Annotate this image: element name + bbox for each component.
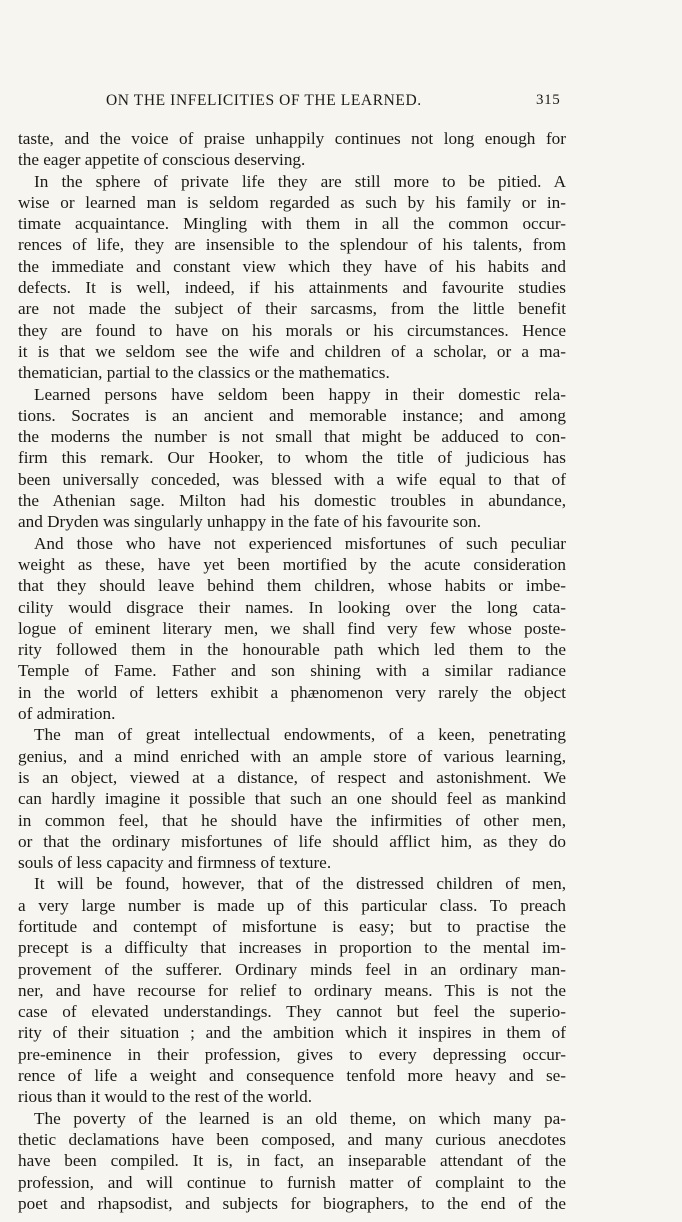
text-line: can hardly imagine it possible that such an one should feel as mankind — [18, 789, 566, 809]
page-number: 315 — [536, 92, 561, 108]
text-line: the moderns the number is not small that might be adduced to con- — [18, 427, 566, 447]
text-line: or that the ordinary misfortunes of life should afflict him, as they do — [18, 831, 566, 851]
text-line: been universally conceded, was blessed with a wife equal to that of — [18, 469, 566, 489]
text-line: a very large number is made up of this particular class. To preach — [18, 895, 566, 915]
text-line: of admiration. — [18, 704, 116, 724]
text-line: In the sphere of private life they are still more to be pitied. A — [34, 171, 566, 191]
text-line: taste, and the voice of praise unhappily continues not long enough for — [18, 129, 566, 148]
text-line: are not made the subject of their sarcasms, from the little benefit — [18, 299, 566, 319]
text-line: rence of life a weight and consequence tenfold more heavy and se- — [18, 1066, 566, 1086]
text-line: souls of less capacity and firmness of texture. — [18, 853, 332, 873]
text-line: Learned persons have seldom been happy in their domestic rela- — [34, 384, 566, 404]
text-line: thetic declamations have been composed, and many curious anecdotes — [18, 1129, 566, 1149]
text-line: The poverty of the learned is an old theme, on which many pa- — [34, 1108, 566, 1128]
text-line: tions. Socrates is an ancient and memorable instance; and among — [18, 405, 566, 425]
text-line: defects. It is well, indeed, if his attainments and favourite studies — [18, 278, 566, 298]
text-line: cility would disgrace their names. In looking over the long cata- — [18, 597, 566, 617]
text-line: rences of life, they are insensible to the splendour of his talents, from — [18, 235, 566, 255]
text-line: rity of their situation ; and the ambition which it inspires in them of — [18, 1023, 566, 1043]
text-line: thematician, partial to the classics or the mathematics. — [18, 363, 390, 383]
page-header — [0, 92, 682, 116]
text-line: poet and rhapsodist, and subjects for biographers, to the end of the — [18, 1193, 566, 1213]
text-line: It will be found, however, that of the distressed children of men, — [34, 874, 566, 894]
text-line: The man of great intellectual endowments, of a keen, penetrating — [34, 725, 566, 745]
text-line: fortitude and contempt of misfortune is easy; but to practise the — [18, 916, 566, 936]
text-line: weight as these, have yet been mortified by the acute consideration — [18, 554, 566, 574]
text-line: is an object, viewed at a distance, of respect and astonishment. We — [18, 767, 566, 787]
text-line: precept is a difficulty that increases in proportion to the mental im- — [18, 938, 566, 958]
text-line: pre-eminence in their profession, gives to every depressing occur- — [18, 1044, 566, 1064]
text-line: profession, and will continue to furnish matter of complaint to the — [18, 1172, 566, 1192]
text-line: case of elevated understandings. They cannot but feel the superio- — [18, 1002, 566, 1022]
text-line: rity followed them in the honourable path which led them to the — [18, 640, 566, 660]
text-line: provement of the sufferer. Ordinary minds feel in an ordinary man- — [18, 959, 566, 979]
text-line: timate acquaintance. Mingling with them in all the common occur- — [18, 214, 566, 234]
text-line: have been compiled. It is, in fact, an inseparable attendant of the — [18, 1151, 566, 1171]
text-line: in common feel, that he should have the infirmities of other men, — [18, 810, 566, 830]
text-line: in the world of letters exhibit a phænomenon very rarely the object — [18, 682, 566, 702]
text-line: it is that we seldom see the wife and children of a scholar, or a ma- — [18, 341, 566, 361]
text-line: genius, and a mind enriched with an ample store of various learning, — [18, 746, 566, 766]
text-line: the eager appetite of conscious deserving. — [18, 150, 306, 170]
text-line: the Athenian sage. Milton had his domestic troubles in abundance, — [18, 491, 566, 511]
text-line: logue of eminent literary men, we shall find very few whose poste- — [18, 618, 566, 638]
body-text — [18, 128, 566, 1214]
text-line: wise or learned man is seldom regarded as such by his family or in- — [18, 192, 566, 212]
text-line: and Dryden was singularly unhappy in the fate of his favourite son. — [18, 512, 481, 532]
text-line: firm this remark. Our Hooker, to whom the title of judicious has — [18, 448, 566, 468]
text-line: the immediate and constant view which they have of his habits and — [18, 256, 566, 276]
text-line: that they should leave behind them children, whose habits or imbe- — [18, 576, 566, 596]
running-head: ON THE INFELICITIES OF THE LEARNED. — [106, 92, 422, 109]
text-line: they are found to have on his morals or his circumstances. Hence — [18, 320, 566, 340]
text-line: rious than it would to the rest of the world. — [18, 1087, 313, 1107]
text-line: Temple of Fame. Father and son shining with a similar radiance — [18, 661, 566, 681]
text-line: And those who have not experienced misfortunes of such peculiar — [34, 533, 566, 553]
text-line: ner, and have recourse for relief to ordinary means. This is not the — [18, 980, 566, 1000]
